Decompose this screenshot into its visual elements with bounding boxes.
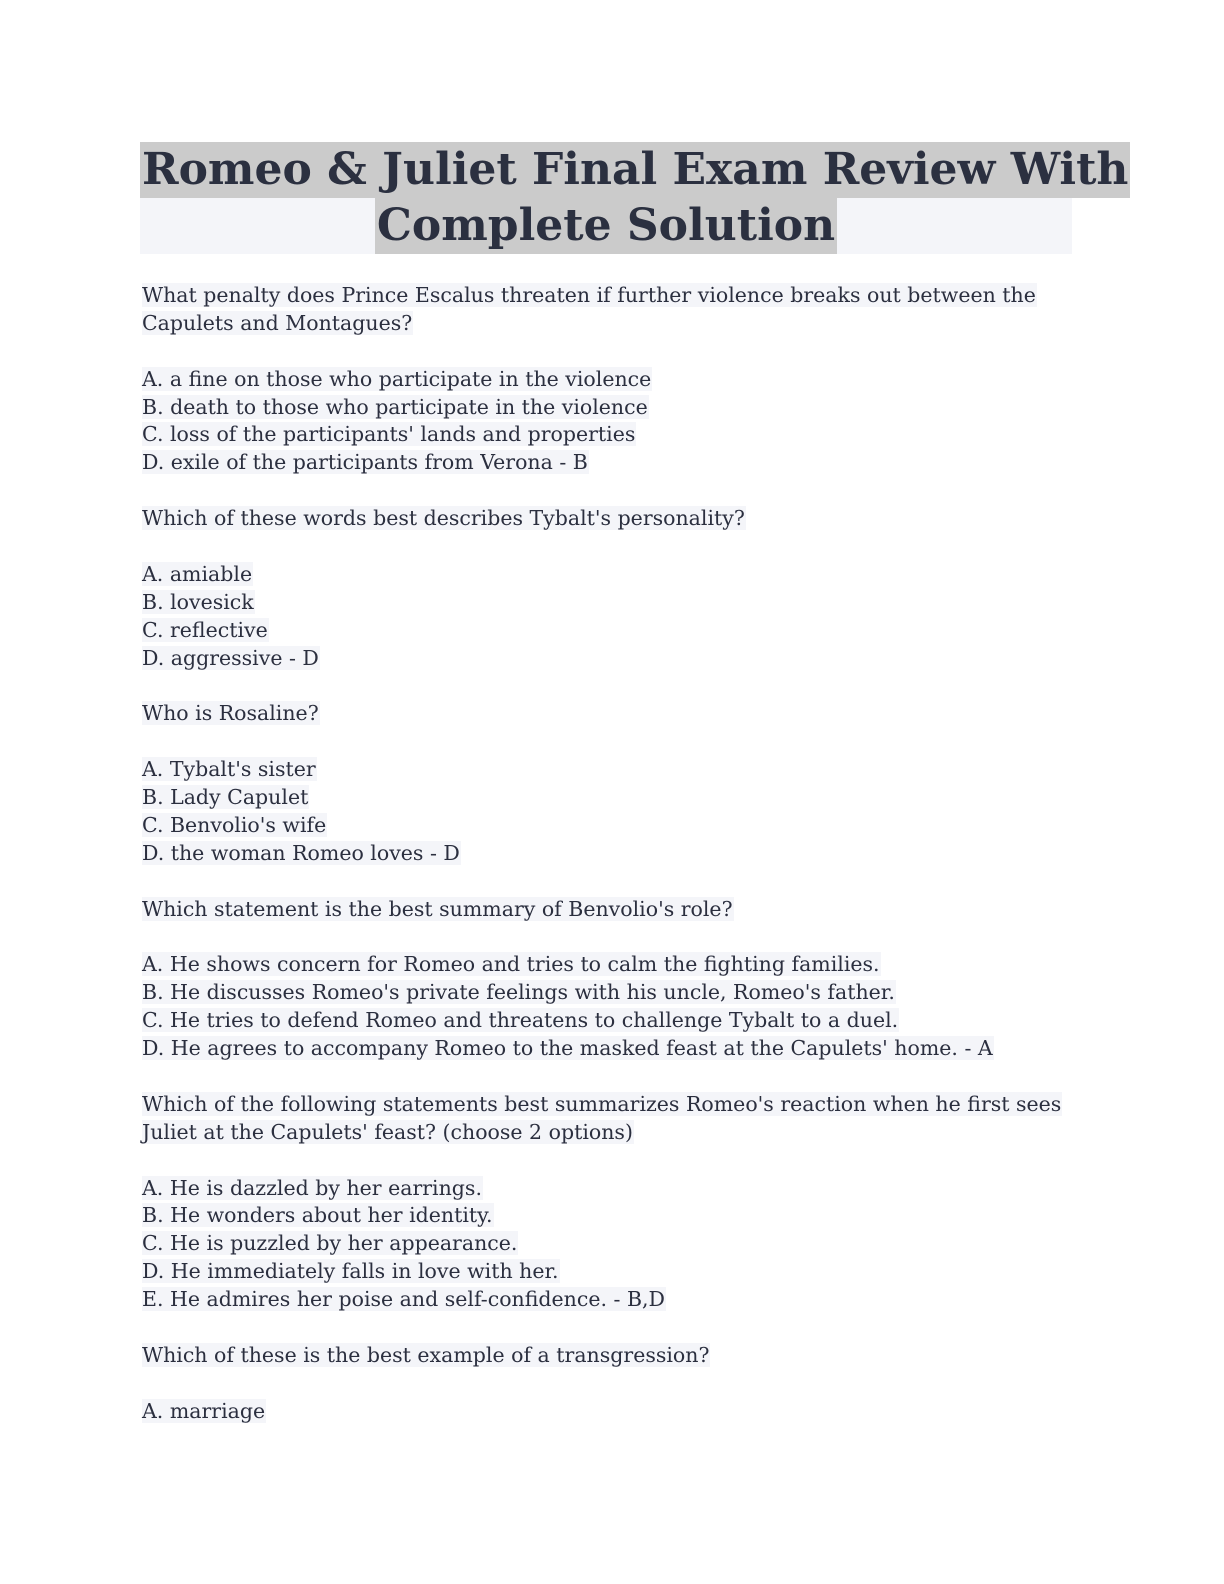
answer-option: C. Benvolio's wife: [142, 812, 327, 837]
answer-option: C. reflective: [142, 617, 268, 642]
answer-option: A. amiable: [142, 561, 253, 586]
answer-option: A. marriage: [142, 1398, 266, 1423]
question-block: [142, 1091, 1082, 1342]
question-text-line: Which of the following statements best summarizes Romeo's reaction when he first sees: [142, 1091, 1062, 1116]
answer-option: D. He agrees to accompany Romeo to the masked feast at the Capulets' home. - A: [142, 1036, 993, 1061]
question-block: [142, 282, 1082, 505]
answer-option: C. loss of the participants' lands and properties: [142, 422, 636, 447]
answer-option: C. He tries to defend Romeo and threatens to challenge Tybalt to a duel.: [142, 1008, 899, 1033]
document-title: [140, 142, 1129, 254]
answer-option: A. Tybalt's sister: [142, 757, 316, 782]
answer-option: B. Lady Capulet: [142, 785, 309, 810]
answer-option: A. He is dazzled by her earrings.: [142, 1175, 482, 1200]
question-text-line: Which statement is the best summary of Benvolio's role?: [142, 896, 733, 921]
question-block: [142, 505, 1082, 700]
answer-option: D. the woman Romeo loves - D: [142, 840, 460, 865]
question-text-line: Who is Rosaline?: [142, 701, 319, 726]
question-block: [142, 1342, 1082, 1426]
answer-option: D. exile of the participants from Verona - B: [142, 450, 588, 475]
title-line-1: Romeo & Juliet Final Exam Review With: [140, 142, 1130, 198]
answer-option: D. He immediately falls in love with her.: [142, 1259, 559, 1284]
answer-option: B. He discusses Romeo's private feelings with his uncle, Romeo's father.: [142, 980, 895, 1005]
answer-option: B. lovesick: [142, 589, 254, 614]
answer-option: E. He admires her poise and self-confidence. - B,D: [142, 1287, 665, 1312]
questions-body: [142, 282, 1082, 1426]
question-block: [142, 700, 1082, 895]
question-text-line: Which of these words best describes Tybalt's personality?: [142, 506, 745, 531]
question-block: [142, 896, 1082, 1091]
question-text-line: Juliet at the Capulets' feast? (choose 2 options): [142, 1119, 633, 1144]
answer-option: D. aggressive - D: [142, 645, 319, 670]
answer-option: B. death to those who participate in the violence: [142, 394, 648, 419]
question-text-line: Which of these is the best example of a transgression?: [142, 1342, 710, 1367]
answer-option: B. He wonders about her identity.: [142, 1203, 493, 1228]
title-line-2: Complete Solution: [375, 198, 837, 254]
answer-option: A. a fine on those who participate in the violence: [142, 366, 652, 391]
answer-option: C. He is puzzled by her appearance.: [142, 1231, 518, 1256]
question-text-line: Capulets and Montagues?: [142, 310, 413, 335]
answer-option: A. He shows concern for Romeo and tries to calm the fighting families.: [142, 952, 880, 977]
question-text-line: What penalty does Prince Escalus threaten if further violence breaks out between the: [142, 283, 1036, 307]
